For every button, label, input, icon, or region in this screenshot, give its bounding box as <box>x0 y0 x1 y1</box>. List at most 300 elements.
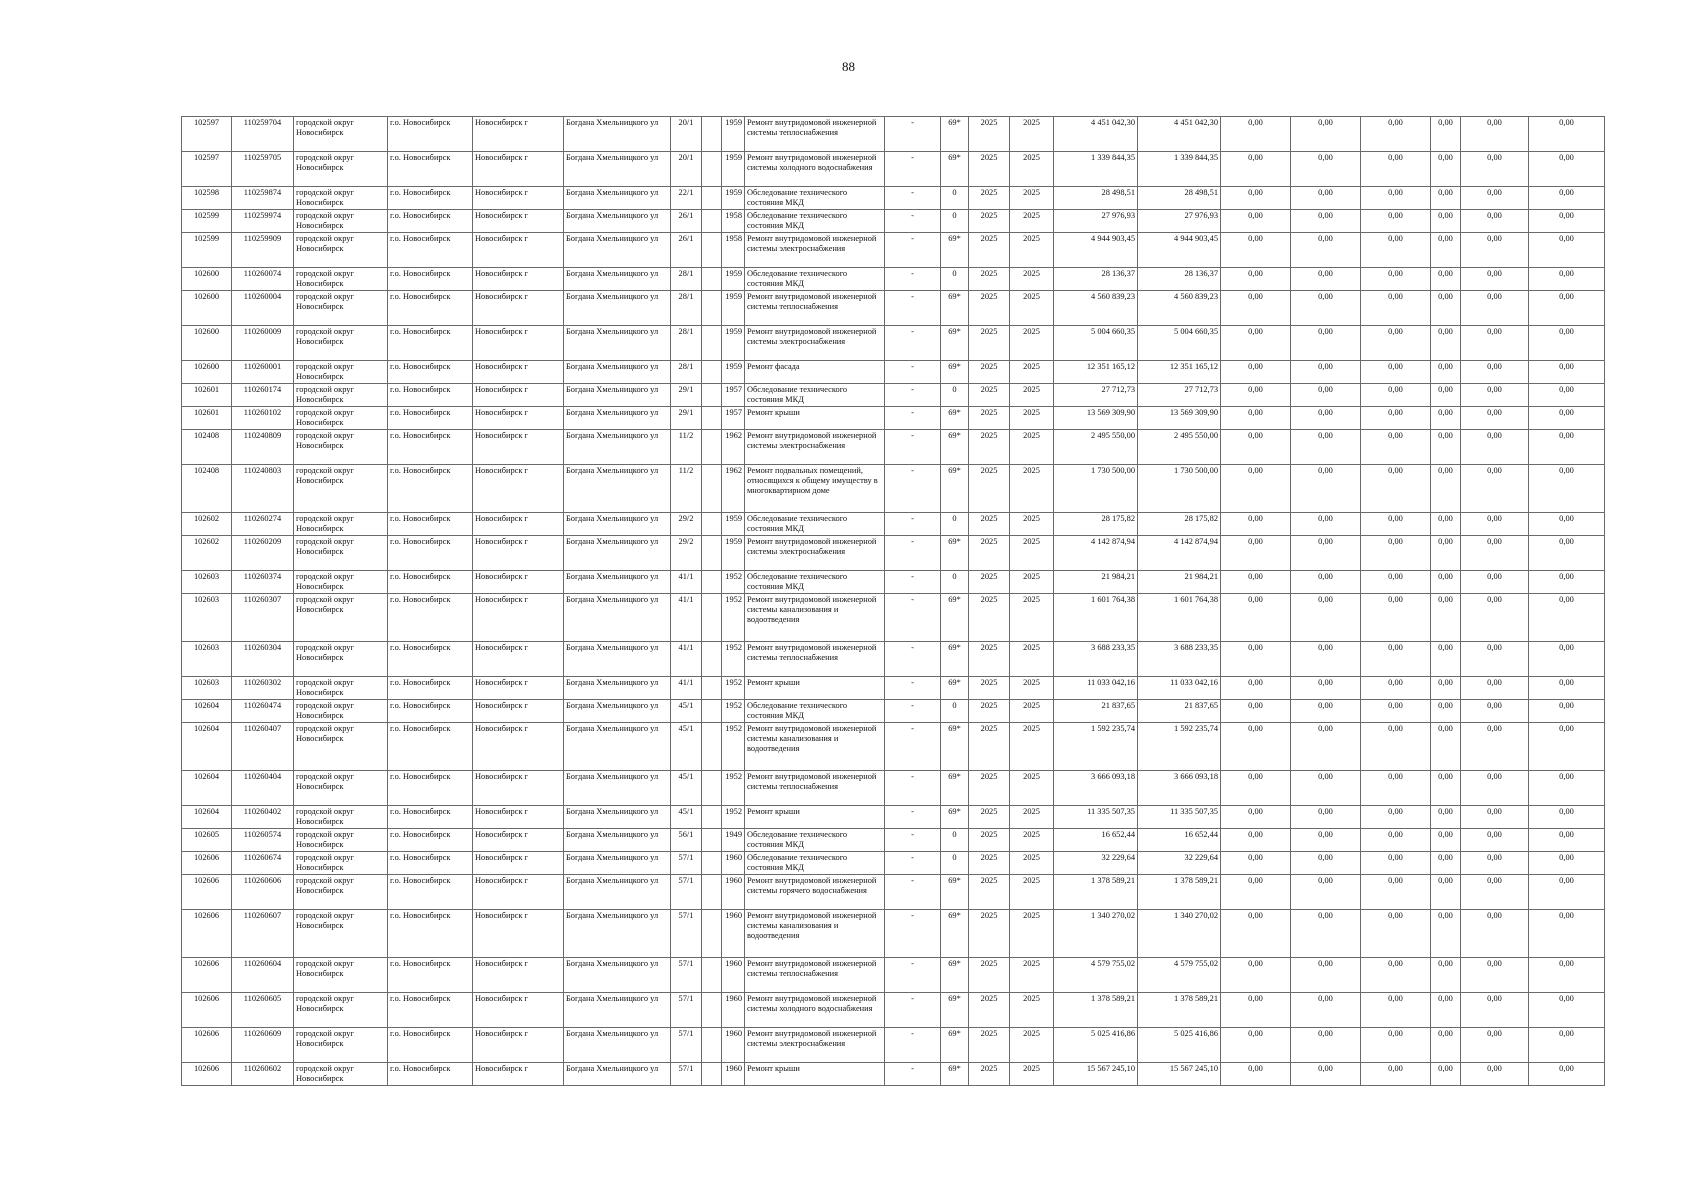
table-row <box>182 117 1605 152</box>
row-amount: 0,00 <box>1529 268 1605 291</box>
row-amount: 0,00 <box>1461 806 1529 829</box>
row-district: городской округ Новосибирск <box>294 1028 388 1063</box>
row-id: 102606 <box>182 875 232 910</box>
row-year-end: 2025 <box>1010 642 1054 677</box>
row-year-end: 2025 <box>1010 700 1054 723</box>
row-amount: 0,00 <box>1529 291 1605 326</box>
table-row <box>182 210 1605 233</box>
row-percent: 0 <box>941 187 969 210</box>
row-work-type: Ремонт внутридомовой инженерной системы канализования и водоотведения <box>745 910 885 958</box>
row-code: 110240809 <box>232 430 294 465</box>
row-blank <box>702 723 722 771</box>
row-id: 102603 <box>182 677 232 700</box>
row-year-end: 2025 <box>1010 210 1054 233</box>
row-district: городской округ Новосибирск <box>294 361 388 384</box>
row-code: 110260602 <box>232 1063 294 1086</box>
row-street: Богдана Хмельницкого ул <box>564 361 671 384</box>
table-row <box>182 700 1605 723</box>
row-code: 110260407 <box>232 723 294 771</box>
row-cost: 12 351 165,12 <box>1138 361 1221 384</box>
row-year-start: 2025 <box>969 723 1010 771</box>
row-cost: 3 688 233,35 <box>1138 642 1221 677</box>
row-amount: 0,00 <box>1431 187 1461 210</box>
row-amount: 0,00 <box>1431 723 1461 771</box>
table-row <box>182 723 1605 771</box>
row-percent: 0 <box>941 829 969 852</box>
table-row <box>182 326 1605 361</box>
row-street: Богдана Хмельницкого ул <box>564 852 671 875</box>
row-year: 1952 <box>722 642 745 677</box>
row-blank <box>702 465 722 513</box>
row-year-start: 2025 <box>969 210 1010 233</box>
row-house: 45/1 <box>671 806 702 829</box>
row-blank <box>702 875 722 910</box>
row-blank <box>702 829 722 852</box>
row-amount: 0,00 <box>1461 465 1529 513</box>
row-id: 102601 <box>182 407 232 430</box>
row-percent: 0 <box>941 384 969 407</box>
row-code: 110259974 <box>232 210 294 233</box>
row-amount: 0,00 <box>1529 513 1605 536</box>
row-dash: - <box>885 326 941 361</box>
row-percent: 69* <box>941 677 969 700</box>
row-year-start: 2025 <box>969 642 1010 677</box>
row-amount: 0,00 <box>1431 536 1461 571</box>
row-amount: 0,00 <box>1361 407 1431 430</box>
row-dash: - <box>885 594 941 642</box>
row-id: 102603 <box>182 594 232 642</box>
row-amount: 0,00 <box>1461 642 1529 677</box>
row-municipality: г.о. Новосибирск <box>388 536 473 571</box>
row-amount: 0,00 <box>1291 430 1361 465</box>
table-row <box>182 571 1605 594</box>
row-amount: 0,00 <box>1431 1028 1461 1063</box>
row-amount: 0,00 <box>1461 677 1529 700</box>
row-year: 1960 <box>722 1063 745 1086</box>
row-street: Богдана Хмельницкого ул <box>564 829 671 852</box>
row-district: городской округ Новосибирск <box>294 875 388 910</box>
row-percent: 69* <box>941 361 969 384</box>
row-cost-total: 5 025 416,86 <box>1054 1028 1138 1063</box>
row-id: 102604 <box>182 723 232 771</box>
row-house: 11/2 <box>671 465 702 513</box>
table-row <box>182 594 1605 642</box>
row-year-start: 2025 <box>969 268 1010 291</box>
row-amount: 0,00 <box>1361 1028 1431 1063</box>
row-street: Богдана Хмельницкого ул <box>564 117 671 152</box>
row-amount: 0,00 <box>1291 723 1361 771</box>
row-work-type: Ремонт крыши <box>745 407 885 430</box>
row-amount: 0,00 <box>1431 993 1461 1028</box>
row-amount: 0,00 <box>1291 700 1361 723</box>
row-amount: 0,00 <box>1461 210 1529 233</box>
row-locality: Новосибирск г <box>473 384 564 407</box>
row-percent: 69* <box>941 594 969 642</box>
row-cost: 28 136,37 <box>1138 268 1221 291</box>
row-amount: 0,00 <box>1461 571 1529 594</box>
row-district: городской округ Новосибирск <box>294 1063 388 1086</box>
row-amount: 0,00 <box>1461 829 1529 852</box>
row-district: городской округ Новосибирск <box>294 910 388 958</box>
row-amount: 0,00 <box>1529 536 1605 571</box>
row-dash: - <box>885 829 941 852</box>
row-dash: - <box>885 852 941 875</box>
row-locality: Новосибирск г <box>473 910 564 958</box>
row-amount: 0,00 <box>1529 829 1605 852</box>
row-amount: 0,00 <box>1431 677 1461 700</box>
row-amount: 0,00 <box>1291 233 1361 268</box>
row-amount: 0,00 <box>1221 852 1291 875</box>
row-amount: 0,00 <box>1461 723 1529 771</box>
row-code: 110259704 <box>232 117 294 152</box>
row-id: 102600 <box>182 326 232 361</box>
row-amount: 0,00 <box>1221 430 1291 465</box>
row-percent: 0 <box>941 513 969 536</box>
row-amount: 0,00 <box>1431 407 1461 430</box>
row-amount: 0,00 <box>1431 513 1461 536</box>
row-code: 110260604 <box>232 958 294 993</box>
row-amount: 0,00 <box>1291 910 1361 958</box>
row-amount: 0,00 <box>1291 187 1361 210</box>
row-cost-total: 27 976,93 <box>1054 210 1138 233</box>
row-district: городской округ Новосибирск <box>294 536 388 571</box>
row-amount: 0,00 <box>1529 152 1605 187</box>
row-amount: 0,00 <box>1461 233 1529 268</box>
row-year-start: 2025 <box>969 361 1010 384</box>
row-amount: 0,00 <box>1221 291 1291 326</box>
row-cost-total: 2 495 550,00 <box>1054 430 1138 465</box>
row-work-type: Ремонт внутридомовой инженерной системы электроснабжения <box>745 536 885 571</box>
row-work-type: Обследование технического состояния МКД <box>745 268 885 291</box>
row-id: 102606 <box>182 1063 232 1086</box>
row-dash: - <box>885 268 941 291</box>
row-cost-total: 27 712,73 <box>1054 384 1138 407</box>
row-work-type: Ремонт крыши <box>745 806 885 829</box>
row-dash: - <box>885 875 941 910</box>
row-year: 1959 <box>722 117 745 152</box>
row-street: Богдана Хмельницкого ул <box>564 465 671 513</box>
row-year: 1962 <box>722 465 745 513</box>
row-id: 102408 <box>182 465 232 513</box>
row-amount: 0,00 <box>1461 430 1529 465</box>
row-municipality: г.о. Новосибирск <box>388 958 473 993</box>
row-percent: 69* <box>941 875 969 910</box>
row-blank <box>702 152 722 187</box>
row-municipality: г.о. Новосибирск <box>388 430 473 465</box>
table-row <box>182 536 1605 571</box>
row-percent: 69* <box>941 291 969 326</box>
row-house: 57/1 <box>671 875 702 910</box>
row-dash: - <box>885 233 941 268</box>
row-amount: 0,00 <box>1431 806 1461 829</box>
row-year-end: 2025 <box>1010 771 1054 806</box>
row-blank <box>702 700 722 723</box>
row-blank <box>702 771 722 806</box>
row-amount: 0,00 <box>1431 642 1461 677</box>
row-year-start: 2025 <box>969 829 1010 852</box>
row-house: 28/1 <box>671 291 702 326</box>
row-district: городской округ Новосибирск <box>294 152 388 187</box>
row-dash: - <box>885 1063 941 1086</box>
row-amount: 0,00 <box>1291 117 1361 152</box>
row-municipality: г.о. Новосибирск <box>388 1063 473 1086</box>
row-locality: Новосибирск г <box>473 700 564 723</box>
row-work-type: Ремонт внутридомовой инженерной системы теплоснабжения <box>745 642 885 677</box>
row-locality: Новосибирск г <box>473 430 564 465</box>
row-blank <box>702 117 722 152</box>
row-house: 20/1 <box>671 117 702 152</box>
row-locality: Новосибирск г <box>473 268 564 291</box>
row-district: городской округ Новосибирск <box>294 700 388 723</box>
row-municipality: г.о. Новосибирск <box>388 152 473 187</box>
row-cost: 5 025 416,86 <box>1138 1028 1221 1063</box>
table-row <box>182 384 1605 407</box>
row-amount: 0,00 <box>1361 677 1431 700</box>
row-street: Богдана Хмельницкого ул <box>564 594 671 642</box>
row-municipality: г.о. Новосибирск <box>388 268 473 291</box>
row-amount: 0,00 <box>1361 430 1431 465</box>
row-house: 22/1 <box>671 187 702 210</box>
row-dash: - <box>885 1028 941 1063</box>
row-code: 110260009 <box>232 326 294 361</box>
row-percent: 69* <box>941 806 969 829</box>
row-municipality: г.о. Новосибирск <box>388 993 473 1028</box>
row-cost: 1 601 764,38 <box>1138 594 1221 642</box>
row-cost: 27 712,73 <box>1138 384 1221 407</box>
row-municipality: г.о. Новосибирск <box>388 875 473 910</box>
row-street: Богдана Хмельницкого ул <box>564 771 671 806</box>
row-id: 102604 <box>182 806 232 829</box>
row-amount: 0,00 <box>1221 361 1291 384</box>
row-locality: Новосибирск г <box>473 642 564 677</box>
row-amount: 0,00 <box>1221 723 1291 771</box>
row-cost-total: 11 033 042,16 <box>1054 677 1138 700</box>
row-amount: 0,00 <box>1221 875 1291 910</box>
row-year-start: 2025 <box>969 594 1010 642</box>
row-amount: 0,00 <box>1461 594 1529 642</box>
row-year-start: 2025 <box>969 187 1010 210</box>
row-amount: 0,00 <box>1529 384 1605 407</box>
row-work-type: Обследование технического состояния МКД <box>745 852 885 875</box>
row-year: 1959 <box>722 152 745 187</box>
table-row <box>182 642 1605 677</box>
row-year-end: 2025 <box>1010 829 1054 852</box>
row-street: Богдана Хмельницкого ул <box>564 910 671 958</box>
row-id: 102601 <box>182 384 232 407</box>
row-amount: 0,00 <box>1361 642 1431 677</box>
row-amount: 0,00 <box>1461 152 1529 187</box>
row-code: 110260402 <box>232 806 294 829</box>
row-year-end: 2025 <box>1010 1028 1054 1063</box>
row-amount: 0,00 <box>1361 268 1431 291</box>
row-house: 28/1 <box>671 268 702 291</box>
table-row <box>182 465 1605 513</box>
row-amount: 0,00 <box>1529 210 1605 233</box>
row-year: 1958 <box>722 233 745 268</box>
row-amount: 0,00 <box>1361 117 1431 152</box>
row-amount: 0,00 <box>1431 910 1461 958</box>
row-work-type: Ремонт внутридомовой инженерной системы теплоснабжения <box>745 117 885 152</box>
row-amount: 0,00 <box>1291 513 1361 536</box>
row-district: городской округ Новосибирск <box>294 993 388 1028</box>
row-year: 1952 <box>722 571 745 594</box>
row-amount: 0,00 <box>1291 571 1361 594</box>
row-amount: 0,00 <box>1529 326 1605 361</box>
row-cost-total: 12 351 165,12 <box>1054 361 1138 384</box>
row-locality: Новосибирск г <box>473 152 564 187</box>
row-amount: 0,00 <box>1221 117 1291 152</box>
row-district: городской округ Новосибирск <box>294 571 388 594</box>
row-street: Богдана Хмельницкого ул <box>564 1028 671 1063</box>
row-amount: 0,00 <box>1291 829 1361 852</box>
row-district: городской округ Новосибирск <box>294 723 388 771</box>
row-cost-total: 1 592 235,74 <box>1054 723 1138 771</box>
row-locality: Новосибирск г <box>473 117 564 152</box>
row-cost-total: 28 175,82 <box>1054 513 1138 536</box>
row-amount: 0,00 <box>1291 958 1361 993</box>
row-amount: 0,00 <box>1461 852 1529 875</box>
row-amount: 0,00 <box>1431 268 1461 291</box>
row-house: 57/1 <box>671 1063 702 1086</box>
row-amount: 0,00 <box>1529 993 1605 1028</box>
row-amount: 0,00 <box>1291 465 1361 513</box>
row-year-end: 2025 <box>1010 326 1054 361</box>
row-id: 102600 <box>182 268 232 291</box>
row-amount: 0,00 <box>1221 910 1291 958</box>
row-district: городской округ Новосибирск <box>294 384 388 407</box>
row-street: Богдана Хмельницкого ул <box>564 1063 671 1086</box>
row-municipality: г.о. Новосибирск <box>388 384 473 407</box>
row-percent: 69* <box>941 117 969 152</box>
row-year-start: 2025 <box>969 771 1010 806</box>
row-id: 102602 <box>182 513 232 536</box>
row-year-end: 2025 <box>1010 187 1054 210</box>
page-number: 88 <box>842 59 855 74</box>
row-id: 102603 <box>182 571 232 594</box>
row-municipality: г.о. Новосибирск <box>388 1028 473 1063</box>
row-id: 102602 <box>182 536 232 571</box>
row-amount: 0,00 <box>1529 571 1605 594</box>
row-municipality: г.о. Новосибирск <box>388 771 473 806</box>
row-work-type: Обследование технического состояния МКД <box>745 384 885 407</box>
row-dash: - <box>885 771 941 806</box>
row-locality: Новосибирск г <box>473 1063 564 1086</box>
row-amount: 0,00 <box>1529 1028 1605 1063</box>
row-municipality: г.о. Новосибирск <box>388 806 473 829</box>
row-municipality: г.о. Новосибирск <box>388 677 473 700</box>
row-cost: 1 378 589,21 <box>1138 875 1221 910</box>
row-dash: - <box>885 910 941 958</box>
row-amount: 0,00 <box>1291 806 1361 829</box>
row-year-start: 2025 <box>969 1063 1010 1086</box>
row-blank <box>702 571 722 594</box>
row-amount: 0,00 <box>1291 852 1361 875</box>
row-house: 57/1 <box>671 958 702 993</box>
row-cost: 27 976,93 <box>1138 210 1221 233</box>
row-locality: Новосибирск г <box>473 187 564 210</box>
row-cost: 1 339 844,35 <box>1138 152 1221 187</box>
row-cost: 28 498,51 <box>1138 187 1221 210</box>
row-amount: 0,00 <box>1361 875 1431 910</box>
table-row <box>182 677 1605 700</box>
row-percent: 69* <box>941 430 969 465</box>
row-municipality: г.о. Новосибирск <box>388 465 473 513</box>
row-code: 110260606 <box>232 875 294 910</box>
row-code: 110260074 <box>232 268 294 291</box>
row-municipality: г.о. Новосибирск <box>388 117 473 152</box>
row-amount: 0,00 <box>1361 723 1431 771</box>
row-year-end: 2025 <box>1010 958 1054 993</box>
row-locality: Новосибирск г <box>473 407 564 430</box>
row-house: 41/1 <box>671 677 702 700</box>
row-year-start: 2025 <box>969 1028 1010 1063</box>
row-amount: 0,00 <box>1221 513 1291 536</box>
row-house: 57/1 <box>671 910 702 958</box>
row-amount: 0,00 <box>1291 407 1361 430</box>
row-year: 1960 <box>722 910 745 958</box>
row-percent: 69* <box>941 723 969 771</box>
row-amount: 0,00 <box>1431 829 1461 852</box>
row-work-type: Ремонт внутридомовой инженерной системы теплоснабжения <box>745 291 885 326</box>
row-amount: 0,00 <box>1431 875 1461 910</box>
row-code: 110260004 <box>232 291 294 326</box>
row-percent: 0 <box>941 700 969 723</box>
row-code: 110260474 <box>232 700 294 723</box>
table-row <box>182 1063 1605 1086</box>
row-work-type: Ремонт внутридомовой инженерной системы электроснабжения <box>745 326 885 361</box>
row-locality: Новосибирск г <box>473 958 564 993</box>
row-locality: Новосибирск г <box>473 771 564 806</box>
row-amount: 0,00 <box>1221 642 1291 677</box>
row-year-start: 2025 <box>969 993 1010 1028</box>
row-municipality: г.о. Новосибирск <box>388 910 473 958</box>
row-locality: Новосибирск г <box>473 513 564 536</box>
row-house: 57/1 <box>671 993 702 1028</box>
row-locality: Новосибирск г <box>473 875 564 910</box>
row-code: 110260609 <box>232 1028 294 1063</box>
row-year-start: 2025 <box>969 407 1010 430</box>
row-year: 1949 <box>722 829 745 852</box>
row-amount: 0,00 <box>1221 536 1291 571</box>
row-year: 1957 <box>722 407 745 430</box>
row-amount: 0,00 <box>1431 771 1461 806</box>
row-year: 1952 <box>722 677 745 700</box>
row-year-end: 2025 <box>1010 384 1054 407</box>
row-cost-total: 32 229,64 <box>1054 852 1138 875</box>
row-amount: 0,00 <box>1461 268 1529 291</box>
row-amount: 0,00 <box>1361 384 1431 407</box>
row-amount: 0,00 <box>1461 513 1529 536</box>
row-cost-total: 11 335 507,35 <box>1054 806 1138 829</box>
table-row <box>182 291 1605 326</box>
row-amount: 0,00 <box>1291 993 1361 1028</box>
row-cost-total: 28 136,37 <box>1054 268 1138 291</box>
row-year-start: 2025 <box>969 677 1010 700</box>
row-year: 1952 <box>722 806 745 829</box>
row-year-end: 2025 <box>1010 1063 1054 1086</box>
row-cost: 4 579 755,02 <box>1138 958 1221 993</box>
row-district: городской округ Новосибирск <box>294 829 388 852</box>
row-locality: Новосибирск г <box>473 677 564 700</box>
row-blank <box>702 806 722 829</box>
row-code: 110259909 <box>232 233 294 268</box>
row-code: 110260304 <box>232 642 294 677</box>
row-house: 45/1 <box>671 771 702 806</box>
row-cost-total: 1 601 764,38 <box>1054 594 1138 642</box>
row-amount: 0,00 <box>1291 1063 1361 1086</box>
row-year: 1959 <box>722 361 745 384</box>
row-percent: 69* <box>941 910 969 958</box>
